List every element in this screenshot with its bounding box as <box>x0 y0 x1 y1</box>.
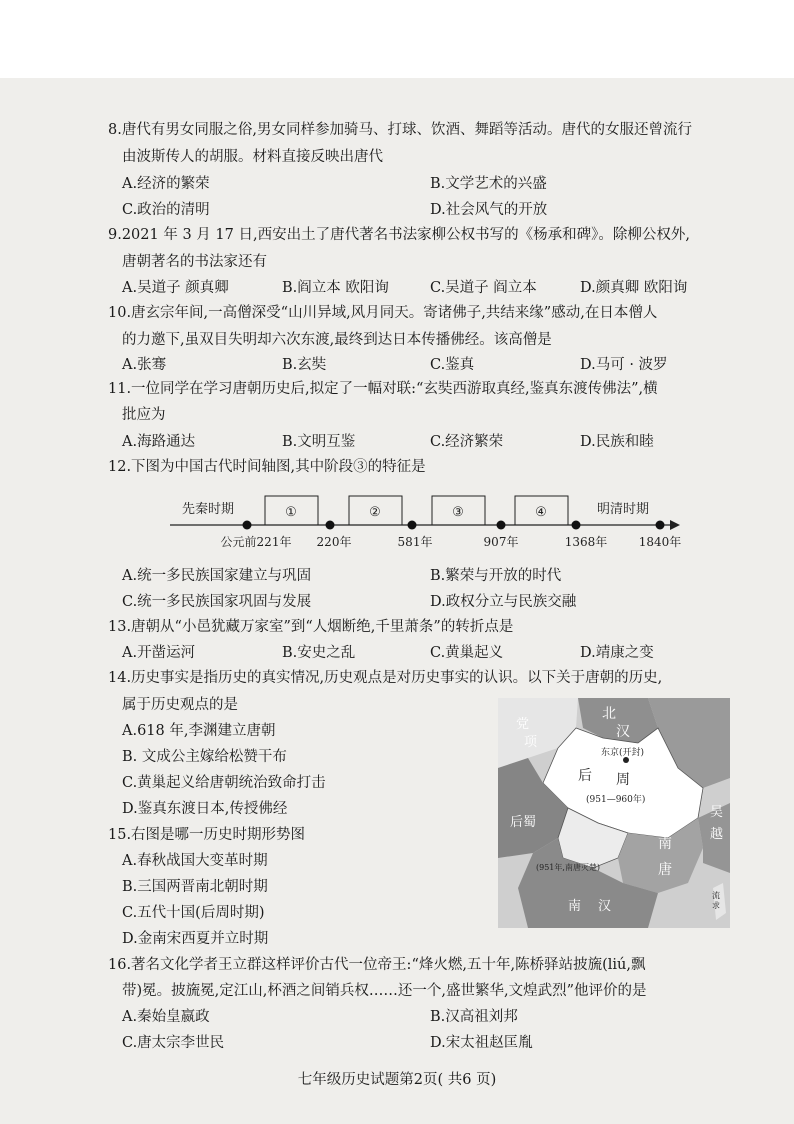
q13-stem: 13.唐朝从“小邑犹藏万家室”到“人烟断绝,千里萧条”的转折点是 <box>108 619 514 635</box>
q9-stem-line2: 唐朝著名的书法家还有 <box>122 254 267 270</box>
q9-stem-line1: 9.2021 年 3 月 17 日,西安出土了唐代著名书法家柳公权书写的《杨承和碑》。除柳公权外, <box>108 227 690 243</box>
timeline-stage-3-label: ③ <box>452 505 464 520</box>
q9-option-b: B.阎立本 欧阳询 <box>282 280 389 296</box>
q8-option-b: B.文学艺术的兴盛 <box>430 176 547 192</box>
timeline-dot <box>497 521 506 530</box>
q11-option-d: D.民族和睦 <box>580 434 654 450</box>
q11-option-a: A.海路通达 <box>122 434 196 450</box>
q13-option-c: C.黄巢起义 <box>430 645 504 661</box>
map-label: 流 <box>712 891 720 900</box>
timeline-tick-label: 公元前221年 <box>220 535 292 549</box>
q16-option-b: B.汉高祖刘邦 <box>430 1009 518 1025</box>
timeline-stage-1-label: ① <box>285 505 297 520</box>
q16-option-c: C.唐太宗李世民 <box>122 1035 225 1051</box>
q14-option-b: B. 文成公主嫁给松赞干布 <box>122 749 287 765</box>
q10-option-c: C.鉴真 <box>430 357 475 373</box>
q12-option-b: B.繁荣与开放的时代 <box>430 568 562 584</box>
map-label: 项 <box>524 735 538 750</box>
map-label: (951年,南唐灭楚) <box>536 863 601 872</box>
q11-stem-line2: 批应为 <box>122 407 166 423</box>
map-label: 北 <box>602 706 616 722</box>
q15-option-b: B.三国两晋南北朝时期 <box>122 879 268 895</box>
map-label: 周 <box>616 772 630 788</box>
q14-stem-line2: 属于历史观点的是 <box>122 697 238 713</box>
q8-option-c: C.政治的清明 <box>122 202 210 218</box>
q15-option-a: A.春秋战国大变革时期 <box>122 853 268 869</box>
map-label: 党 <box>516 717 530 732</box>
q15-option-d: D.金南宋西夏并立时期 <box>122 931 269 947</box>
timeline-tick-label: 581年 <box>397 535 433 549</box>
q10-option-b: B.玄奘 <box>282 357 327 373</box>
q8-stem-line2: 由波斯传人的胡服。材料直接反映出唐代 <box>122 149 383 165</box>
q13-option-a: A.开凿运河 <box>122 645 196 661</box>
five-dynasties-map <box>498 698 730 928</box>
page-footer: 七年级历史试题第2页( 共6 页) <box>297 1072 497 1088</box>
map-label: 越 <box>710 827 724 842</box>
timeline-stage-4-label: ④ <box>535 505 547 520</box>
timeline-stage-2-label: ② <box>369 505 381 520</box>
q12-timeline <box>170 488 700 554</box>
map-label: 南 <box>568 899 582 914</box>
q11-option-b: B.文明互鉴 <box>282 434 356 450</box>
q8-stem-line1: 8.唐代有男女同服之俗,男女同样参加骑马、打球、饮酒、舞蹈等活动。唐代的女服还曾流行 <box>108 122 692 138</box>
map-label: 南 <box>658 836 672 852</box>
q13-option-b: B.安史之乱 <box>282 645 356 661</box>
q9-option-a: A.吴道子 颜真卿 <box>122 280 229 296</box>
q11-stem-line1: 11.一位同学在学习唐朝历史后,拟定了一幅对联:“玄奘西游取真经,鉴真东渡传佛法”,横 <box>108 381 658 397</box>
timeline-dot <box>656 521 665 530</box>
q16-stem-line1: 16.著名文化学者王立群这样评价古代一位帝王:“烽火燃,五十年,陈桥驿站披旒(liú,飘 <box>108 957 646 973</box>
q8-option-a: A.经济的繁荣 <box>122 176 210 192</box>
q10-stem-line1: 10.唐玄宗年间,一高僧深受“山川异域,风月同天。寄诸佛子,共结来缘”感动,在日本僧人 <box>108 305 658 321</box>
q12-option-c: C.统一多民族国家巩固与发展 <box>122 594 312 610</box>
q14-option-d: D.鉴真东渡日本,传授佛经 <box>122 801 288 817</box>
timeline-tick-label: 220年 <box>316 535 352 549</box>
q12-option-d: D.政权分立与民族交融 <box>430 594 577 610</box>
timeline-dot <box>243 521 252 530</box>
map-label: 后 <box>578 768 592 784</box>
map-label: 吴 <box>710 805 724 820</box>
map-label: 求 <box>712 901 720 910</box>
q9-option-c: C.吴道子 阎立本 <box>430 280 537 296</box>
map-label: 汉 <box>616 724 630 740</box>
timeline-start-label: 先秦时期 <box>182 502 235 517</box>
timeline-dot <box>572 521 581 530</box>
q16-stem-line2: 带)冕。披旒冕,定江山,杯酒之间销兵权……还一个,盛世繁华,文煌武烈”他评价的是 <box>122 983 647 999</box>
map-label: 唐 <box>658 862 672 878</box>
timeline-tick-label: 1840年 <box>638 535 682 549</box>
timeline-dot <box>408 521 417 530</box>
map-label: (951—960年) <box>586 795 646 805</box>
q15-option-c: C.五代十国(后周时期) <box>122 905 265 921</box>
q14-option-c: C.黄巢起义给唐朝统治致命打击 <box>122 775 326 791</box>
timeline-dot <box>326 521 335 530</box>
q11-option-c: C.经济繁荣 <box>430 434 504 450</box>
q14-stem-line1: 14.历史事实是指历史的真实情况,历史观点是对历史事实的认识。以下关于唐朝的历史, <box>108 670 663 686</box>
q13-option-d: D.靖康之变 <box>580 645 654 661</box>
q10-stem-line2: 的力邀下,虽双目失明却六次东渡,最终到达日本传播佛经。该高僧是 <box>122 332 552 348</box>
q16-option-d: D.宋太祖赵匡胤 <box>430 1035 533 1051</box>
q15-stem: 15.右图是哪一历史时期形势图 <box>108 827 306 843</box>
timeline-tick-label: 1368年 <box>564 535 608 549</box>
q10-option-d: D.马可 · 波罗 <box>580 357 668 373</box>
map-label: 东京(开封) <box>601 748 645 758</box>
q14-option-a: A.618 年,李渊建立唐朝 <box>122 723 276 739</box>
timeline-arrow <box>670 520 680 530</box>
map-label: 汉 <box>598 899 612 914</box>
timeline-tick-label: 907年 <box>483 535 519 549</box>
q8-option-d: D.社会风气的开放 <box>430 202 548 218</box>
q12-stem: 12.下图为中国古代时间轴图,其中阶段③的特征是 <box>108 459 426 475</box>
q16-option-a: A.秦始皇嬴政 <box>122 1009 210 1025</box>
q12-option-a: A.统一多民族国家建立与巩固 <box>122 568 312 584</box>
q9-option-d: D.颜真卿 欧阳询 <box>580 280 688 296</box>
q10-option-a: A.张骞 <box>122 357 167 373</box>
map-label: 后蜀 <box>510 815 537 830</box>
timeline-end-label: 明清时期 <box>597 502 650 517</box>
